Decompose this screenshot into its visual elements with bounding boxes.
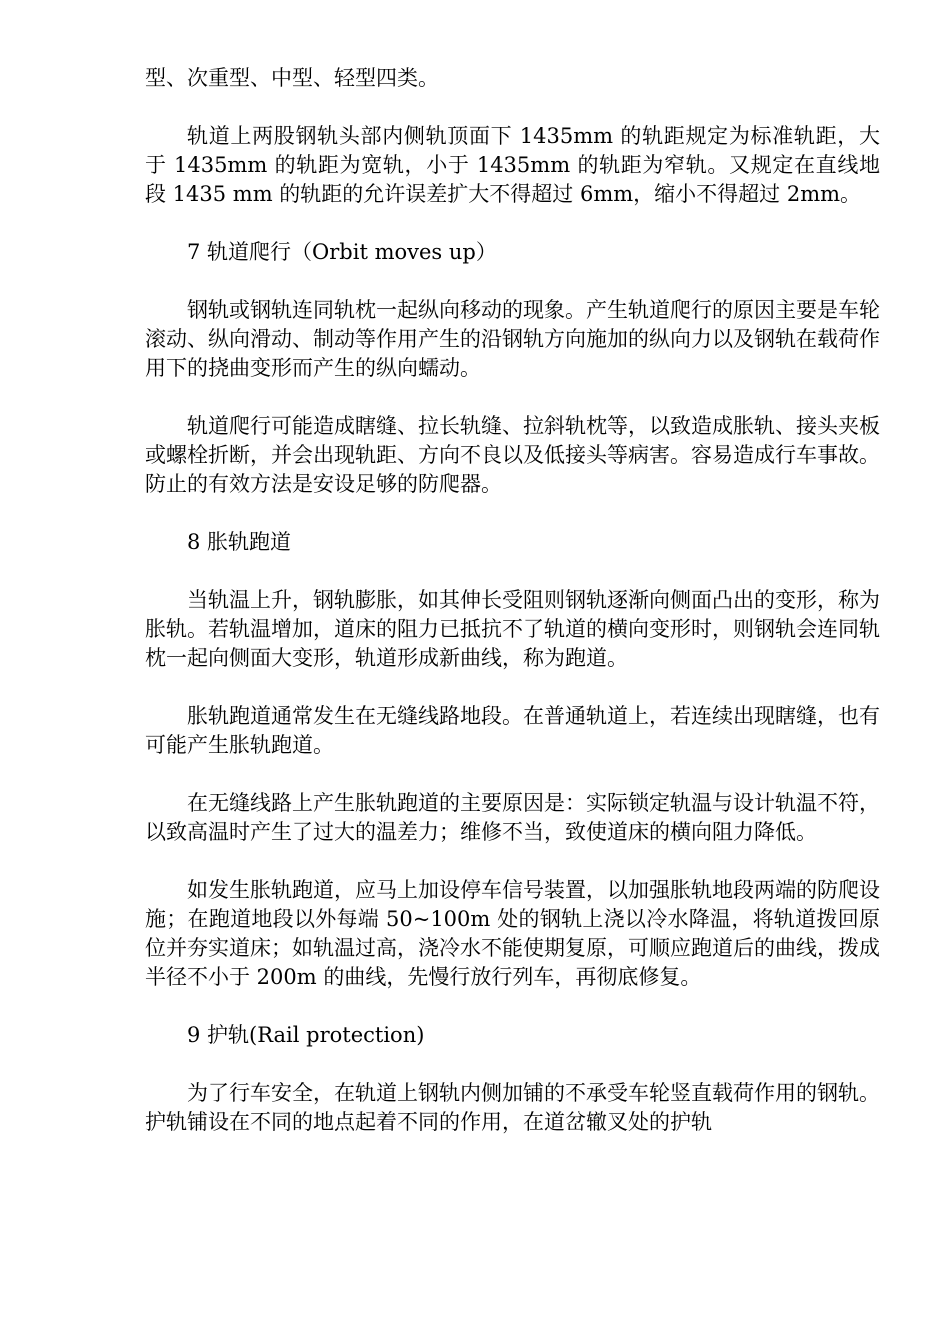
paragraph-buckling-causes: 在无缝线路上产生胀轨跑道的主要原因是：实际锁定轨温与设计轨温不符，以致高温时产生了过大的温差力；维修不当，致使道床的横向阻力降低。 [145,791,880,844]
paragraph-continuation: 型、次重型、中型、轻型四类。 [145,66,439,90]
section-heading-7: 7 轨道爬行（Orbit moves up） [187,240,497,264]
section-heading-8: 8 胀轨跑道 [187,530,292,554]
paragraph-guard-rail: 为了行车安全，在轨道上钢轨内侧加铺的不承受车轮竖直载荷作用的钢轨。护轨铺设在不同的地点起着不同的作用，在道岔辙叉处的护轨 [145,1081,880,1134]
paragraph-buckling-response: 如发生胀轨跑道，应马上加设停车信号装置，以加强胀轨地段两端的防爬设施；在跑道地段以外每端 50~100m 处的钢轨上浇以冷水降温，将轨道拨回原位并夯实道床；如轨温过高，浇冷水不能使期复原，可顺应跑道后的曲线，拨成半径不小于 200m 的曲线，先慢行放行列车，再彻底修复。 [145,878,880,989]
paragraph-buckling-definition: 当轨温上升，钢轨膨胀，如其伸长受阻则钢轨逐渐向侧面凸出的变形，称为胀轨。若轨温增加，道床的阻力已抵抗不了轨道的横向变形时，则钢轨会连同轨枕一起向侧面大变形，轨道形成新曲线，称为跑道。 [145,588,880,670]
section-heading-9: 9 护轨(Rail protection) [187,1023,425,1047]
paragraph-creep-effects: 轨道爬行可能造成瞎缝、拉长轨缝、拉斜轨枕等，以致造成胀轨、接头夹板或螺栓折断，并会出现轨距、方向不良以及低接头等病害。容易造成行车事故。防止的有效方法是安设足够的防爬器。 [145,414,880,496]
document-body [145,64,880,1166]
paragraph-creep-definition: 钢轨或钢轨连同轨枕一起纵向移动的现象。产生轨道爬行的原因主要是车轮滚动、纵向滑动、制动等作用产生的沿钢轨方向施加的纵向力以及钢轨在载荷作用下的挠曲变形而产生的纵向蠕动。 [145,298,880,380]
paragraph-track-gauge: 轨道上两股钢轨头部内侧轨顶面下 1435mm 的轨距规定为标准轨距，大于 1435mm 的轨距为宽轨，小于 1435mm 的轨距为窄轨。又规定在直线地段 1435 mm 的轨距的允许误差扩大不得超过 6mm，缩小不得超过 2mm。 [145,124,880,206]
paragraph-buckling-occurrence: 胀轨跑道通常发生在无缝线路地段。在普通轨道上，若连续出现瞎缝，也有可能产生胀轨跑道。 [145,704,880,757]
